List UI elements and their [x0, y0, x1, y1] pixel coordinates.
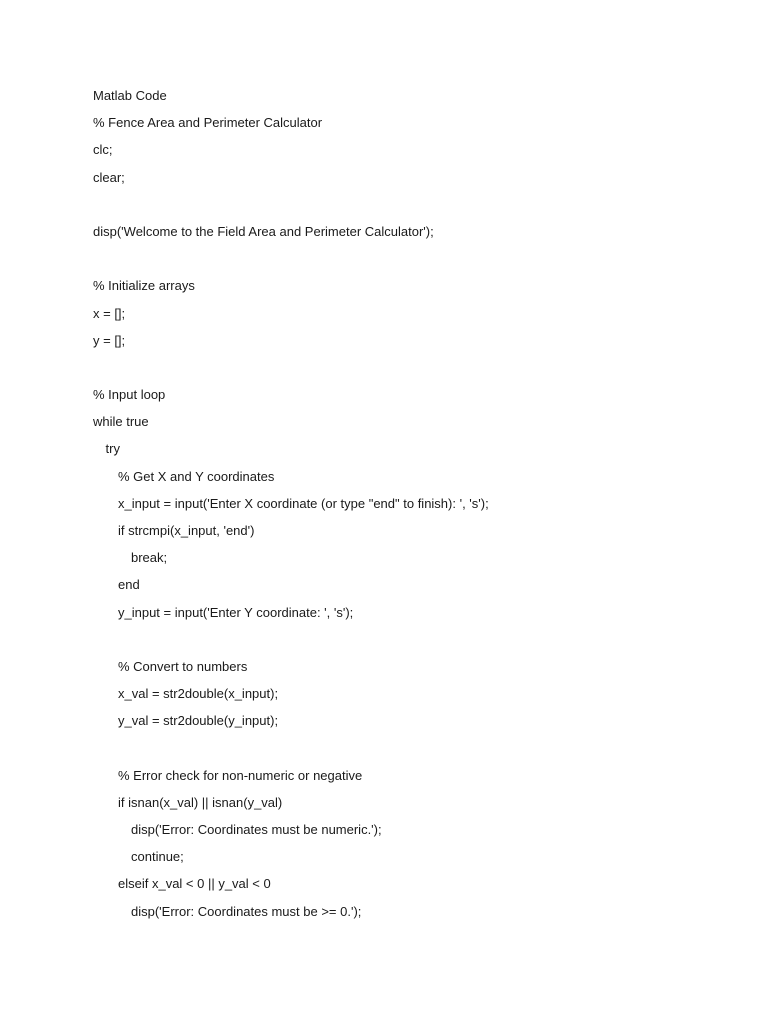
- doc-line: % Initialize arrays: [93, 278, 195, 294]
- doc-line-blank: [93, 249, 733, 276]
- doc-line: x_input = input('Enter X coordinate (or type "end" to finish): ', 's');: [118, 495, 489, 511]
- doc-line: disp('Error: Coordinates must be numeric.');: [131, 822, 382, 838]
- doc-line: % Input loop: [93, 387, 166, 403]
- doc-line: disp('Error: Coordinates must be >= 0.');: [131, 903, 362, 919]
- doc-line: % Get X and Y coordinates: [118, 468, 275, 484]
- doc-line: x = [];: [93, 305, 126, 321]
- doc-line: x_val = str2double(x_input);: [118, 686, 279, 702]
- doc-line: % Error check for non-numeric or negative: [118, 767, 363, 783]
- doc-line: y_val = str2double(y_input);: [118, 713, 279, 729]
- doc-line: if strcmpi(x_input, 'end'): [118, 523, 255, 538]
- doc-line: % Convert to numbers: [118, 658, 248, 674]
- doc-line: while true: [93, 414, 149, 430]
- doc-line-blank: [93, 358, 733, 385]
- doc-line: clear;: [93, 169, 125, 185]
- doc-line: break;: [131, 550, 168, 566]
- doc-line: try: [105, 441, 120, 457]
- doc-line: elseif x_val < 0 || y_val < 0: [118, 876, 271, 892]
- doc-line: clc;: [93, 142, 113, 158]
- doc-line: Matlab Code: [93, 88, 167, 103]
- doc-line-blank: [93, 739, 733, 766]
- doc-line: y_input = input('Enter Y coordinate: ', 's');: [118, 604, 354, 620]
- doc-line-blank: [93, 195, 733, 222]
- doc-line: % Fence Area and Perimeter Calculator: [93, 115, 323, 131]
- doc-line: end: [118, 577, 140, 593]
- doc-line: disp('Welcome to the Field Area and Perimeter Calculator');: [93, 223, 434, 239]
- doc-line-blank: [93, 630, 733, 657]
- doc-line: continue;: [131, 849, 184, 865]
- code-body: [93, 86, 733, 929]
- doc-line: if isnan(x_val) || isnan(y_val): [118, 794, 283, 810]
- doc-line: y = [];: [93, 332, 126, 348]
